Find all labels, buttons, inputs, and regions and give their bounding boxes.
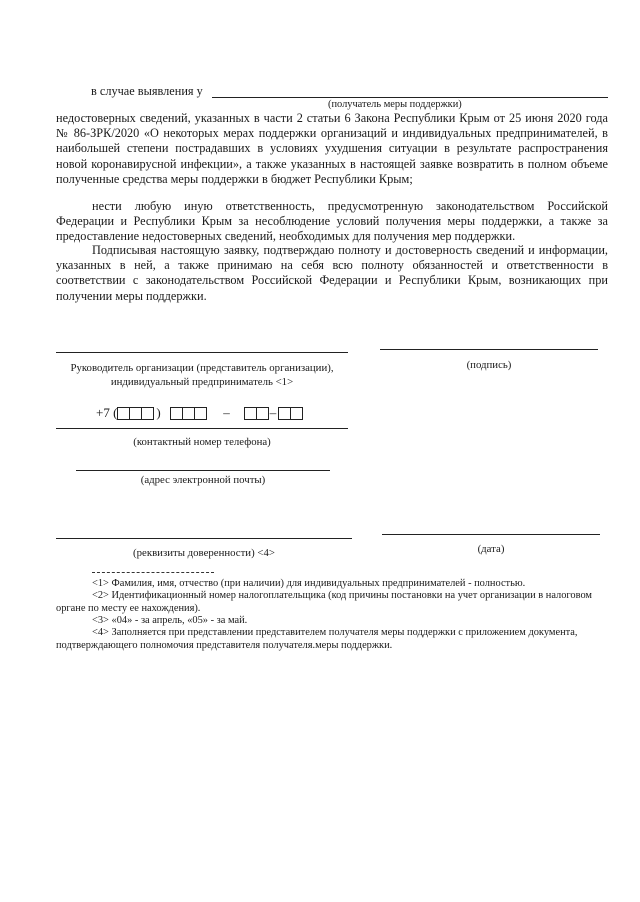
signature-caption: (подпись)	[466, 359, 512, 371]
date-line[interactable]	[382, 534, 600, 535]
footnote-1: <1> Фамилия, имя, отчество (при наличии) для индивидуальных предпринимателей - полностью.	[92, 578, 526, 589]
phone-dash: –	[223, 405, 230, 421]
phone-prefix: +7 (	[96, 405, 118, 421]
email-caption: (адрес электронной почты)	[140, 474, 266, 486]
head-caption-line2: индивидуальный предприниматель <1>	[110, 376, 294, 388]
phone-line	[56, 428, 348, 429]
proxy-line[interactable]	[56, 538, 352, 539]
phone-digit-box[interactable]	[141, 407, 154, 420]
phone-digit-box[interactable]	[194, 407, 207, 420]
signature-line[interactable]	[380, 349, 598, 350]
date-caption: (дата)	[477, 543, 505, 555]
phone-caption: (контактный номер телефона)	[133, 436, 271, 448]
phone-digit-box[interactable]	[256, 407, 269, 420]
paragraph-confirmation: Подписывая настоящую заявку, подтверждаю полноту и достоверность сведений и информации, указанных в ней, а также принимаю на себя всю полноту обязанностей и ответственности в соответствии с законодательством Российской Федерации и Республики Крым, возникающих при получении меры поддержки.	[56, 243, 608, 303]
footnote-2: <2> Идентификационный номер налогоплательщика (код причины постановки на учет организации в налоговом органе по месту ее нахождения).	[56, 590, 593, 614]
recipient-lead-text: в случае выявления у	[91, 84, 203, 98]
recipient-caption: (получатель меры поддержки)	[328, 99, 462, 110]
phone-close-paren: )	[156, 405, 161, 421]
footnote-separator	[92, 572, 214, 573]
phone-dash: –	[269, 405, 277, 421]
phone-number-field[interactable]	[96, 404, 302, 421]
head-caption-line1: Руководитель организации (представитель организации),	[70, 362, 334, 374]
footnote-3: <3> «04» - за апрель, «05» - за май.	[92, 615, 248, 626]
paragraph-responsibility: нести любую иную ответственность, предусмотренную законодательством Российской Федерации и Республики Крым за несоблюдение условий получения меры поддержки, а также за предоставление недостоверных сведений, необходимых для получения мер поддержки.	[56, 199, 608, 244]
proxy-caption: (реквизиты доверенности) <4>	[133, 547, 275, 559]
paragraph-return-funds: недостоверных сведений, указанных в части 2 статьи 6 Закона Республики Крым от 25 июня 2020 года № 86-ЗРК/2020 «О некоторых мерах поддержки организаций и индивидуальных предпринимателей, в наибольшей степени пострадавших в условиях ухудшения ситуации в результате распространения новой коронавирусной инфекции», а также указанных в настоящей заявке возвратить в полном объеме полученные средства меры поддержки в бюджет Республики Крым;	[56, 111, 608, 186]
footnote-4: <4> Заполняется при представлении представителем получателя меры поддержки с приложением документа, подтверждающего полномочия представителя получателя.меры поддержки.	[56, 627, 578, 651]
email-line[interactable]	[76, 470, 330, 471]
head-name-line[interactable]	[56, 352, 348, 353]
phone-digit-box[interactable]	[290, 407, 303, 420]
